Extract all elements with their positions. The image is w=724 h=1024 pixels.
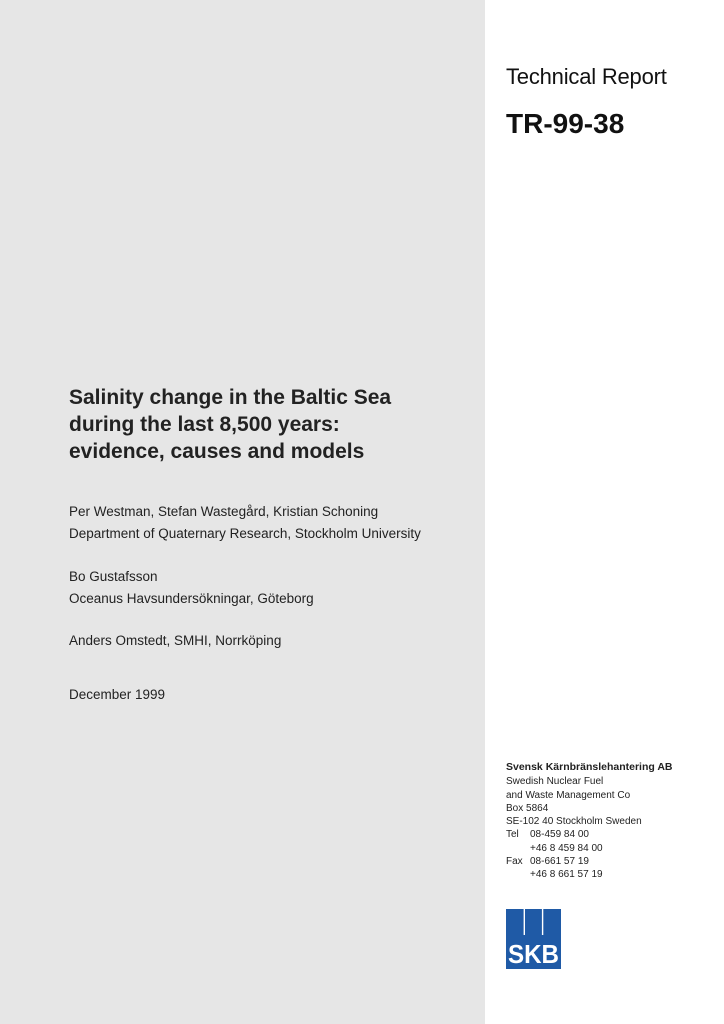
title-line: evidence, causes and models	[69, 440, 365, 463]
document-title	[69, 384, 469, 465]
logo-wordmark: SKB	[508, 939, 559, 969]
publisher-name: Svensk Kärnbränslehantering AB	[506, 761, 673, 773]
publisher-box: Box 5864	[506, 802, 549, 814]
tel-row	[506, 828, 673, 841]
tel-row-international	[506, 842, 673, 855]
author-names: Anders Omstedt, SMHI, Norrköping	[69, 633, 282, 648]
author-group	[69, 501, 421, 545]
author-group	[69, 566, 314, 610]
tel-number: 08-459 84 00	[530, 829, 589, 841]
report-number: TR-99-38	[506, 108, 625, 139]
publisher-address: SE-102 40 Stockholm Sweden	[506, 816, 642, 828]
author-names: Per Westman, Stefan Wastegård, Kristian Schoning	[69, 504, 379, 519]
publication-date: December 1999	[69, 687, 166, 702]
tel-label: Tel	[506, 829, 519, 841]
report-series: Technical Report	[506, 64, 667, 89]
publisher-block	[506, 761, 673, 882]
title-line: Salinity change in the Baltic Sea	[69, 386, 392, 409]
author-group	[69, 630, 281, 652]
fax-number: 08-661 57 19	[530, 856, 589, 868]
skb-logo	[506, 909, 561, 969]
author-affiliation: Oceanus Havsundersökningar, Göteborg	[69, 591, 314, 606]
fax-row	[506, 855, 673, 868]
title-line: during the last 8,500 years:	[69, 413, 340, 436]
fax-row-international	[506, 868, 673, 881]
publisher-name-english: and Waste Management Co	[506, 789, 631, 801]
author-names: Bo Gustafsson	[69, 569, 158, 584]
tel-number-international: +46 8 459 84 00	[530, 842, 603, 854]
fax-number-international: +46 8 661 57 19	[530, 869, 603, 881]
publisher-name-english: Swedish Nuclear Fuel	[506, 776, 604, 788]
fax-label: Fax	[506, 856, 523, 868]
author-affiliation: Department of Quaternary Research, Stockholm University	[69, 526, 421, 541]
